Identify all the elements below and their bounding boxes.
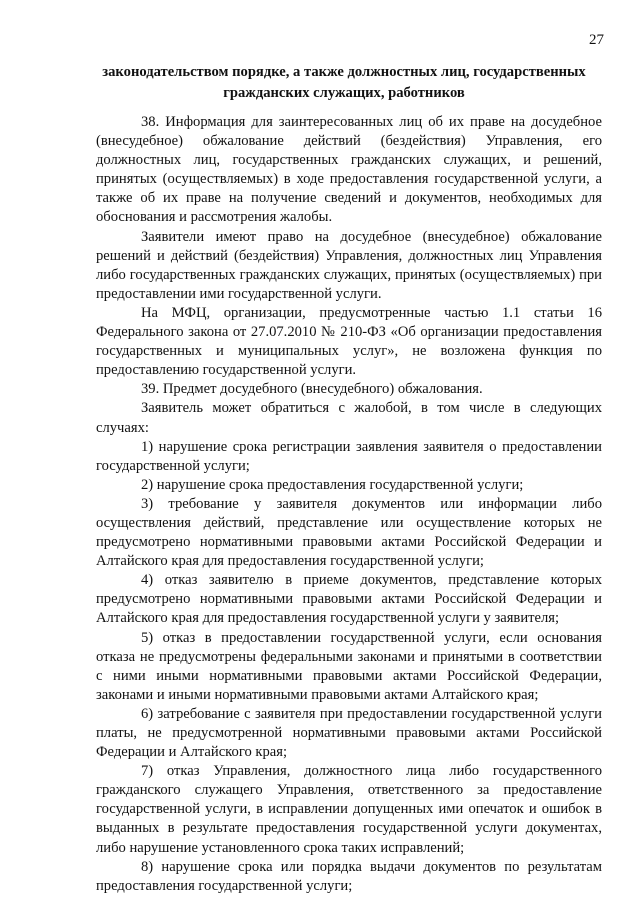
list-item-3: 3) требование у заявителя документов или информации либо осуществления действий, представление или осуществление которых не предусмотрено нормативными правовыми актами Российской Федерации и Алтайского края для предоставления государственной услуги; — [96, 495, 602, 570]
list-item-8: 8) нарушение срока или порядка выдачи документов по результатам предоставления государственной услуги; — [96, 858, 602, 894]
section-heading-line-1: законодательством порядке, а также должностных лиц, государственных — [102, 64, 586, 80]
list-item-2: 2) нарушение срока предоставления государственной услуги; — [141, 476, 524, 493]
paragraph-mfc-note: На МФЦ, организации, предусмотренные частью 1.1 статьи 16 Федерального закона от 27.07.2010 № 210-ФЗ «Об организации предоставления государственных и муниципальных услуг», не возложена функция по предоставлению государственной услуги. — [96, 304, 602, 379]
list-item-6: 6) затребование с заявителя при предоставлении государственной услуги платы, не предусмотренной нормативными правовыми актами Российской Федерации и Алтайского края; — [96, 705, 602, 761]
document-body — [96, 113, 602, 896]
paragraph-cases-intro: Заявитель может обратиться с жалобой, в том числе в следующих случаях: — [96, 400, 602, 436]
section-heading-line-2: гражданских служащих, работников — [223, 84, 465, 101]
paragraph-right-to-appeal: Заявители имеют право на досудебное (внесудебное) обжалование решений и действий (бездействия) Управления, должностных лиц Управления либо государственных гражданских служащих, принятых (осуществляемых) при предоставлении ими государственной услуги. — [96, 228, 602, 302]
list-item-7: 7) отказ Управления, должностного лица либо государственного гражданского служащего Управления, ответственного за предоставление государственной услуги, в исправлении допущенных ими опечаток и ошибок в выданных в результате предоставления государственной услуги документах, либо нарушение установленного срока таких исправлений; — [96, 763, 602, 856]
paragraph-39-subject: 39. Предмет досудебного (внесудебного) обжалования. — [141, 381, 483, 398]
list-item-5: 5) отказ в предоставлении государственной услуги, если основания отказа не предусмотрены федеральными законами и принятыми в соответствии с ними иными нормативными правовыми актами Российской Федерации, законами и иными нормативными правовыми актами Алтайского края; — [96, 629, 602, 703]
list-item-1: 1) нарушение срока регистрации заявления заявителя о предоставлении государственной услуги; — [96, 438, 602, 474]
section-heading — [86, 62, 602, 103]
list-item-4: 4) отказ заявителю в приеме документов, представление которых предусмотрено нормативными правовыми актами Российской Федерации и Алтайского края для предоставления государственной услуги у заявителя; — [96, 572, 602, 627]
page-number: 27 — [589, 32, 604, 48]
paragraph-38-intro: 38. Информация для заинтересованных лиц об их праве на досудебное (внесудебное) обжалование действий (бездействия) Управления, его должностных лиц, государственных гражданских служащих, и решений, принятых (осуществляемых) в ходе предоставления государственной услуги, а также об их праве на получение сведений и документов, необходимых для обоснования и рассмотрения жалобы. — [96, 114, 602, 226]
